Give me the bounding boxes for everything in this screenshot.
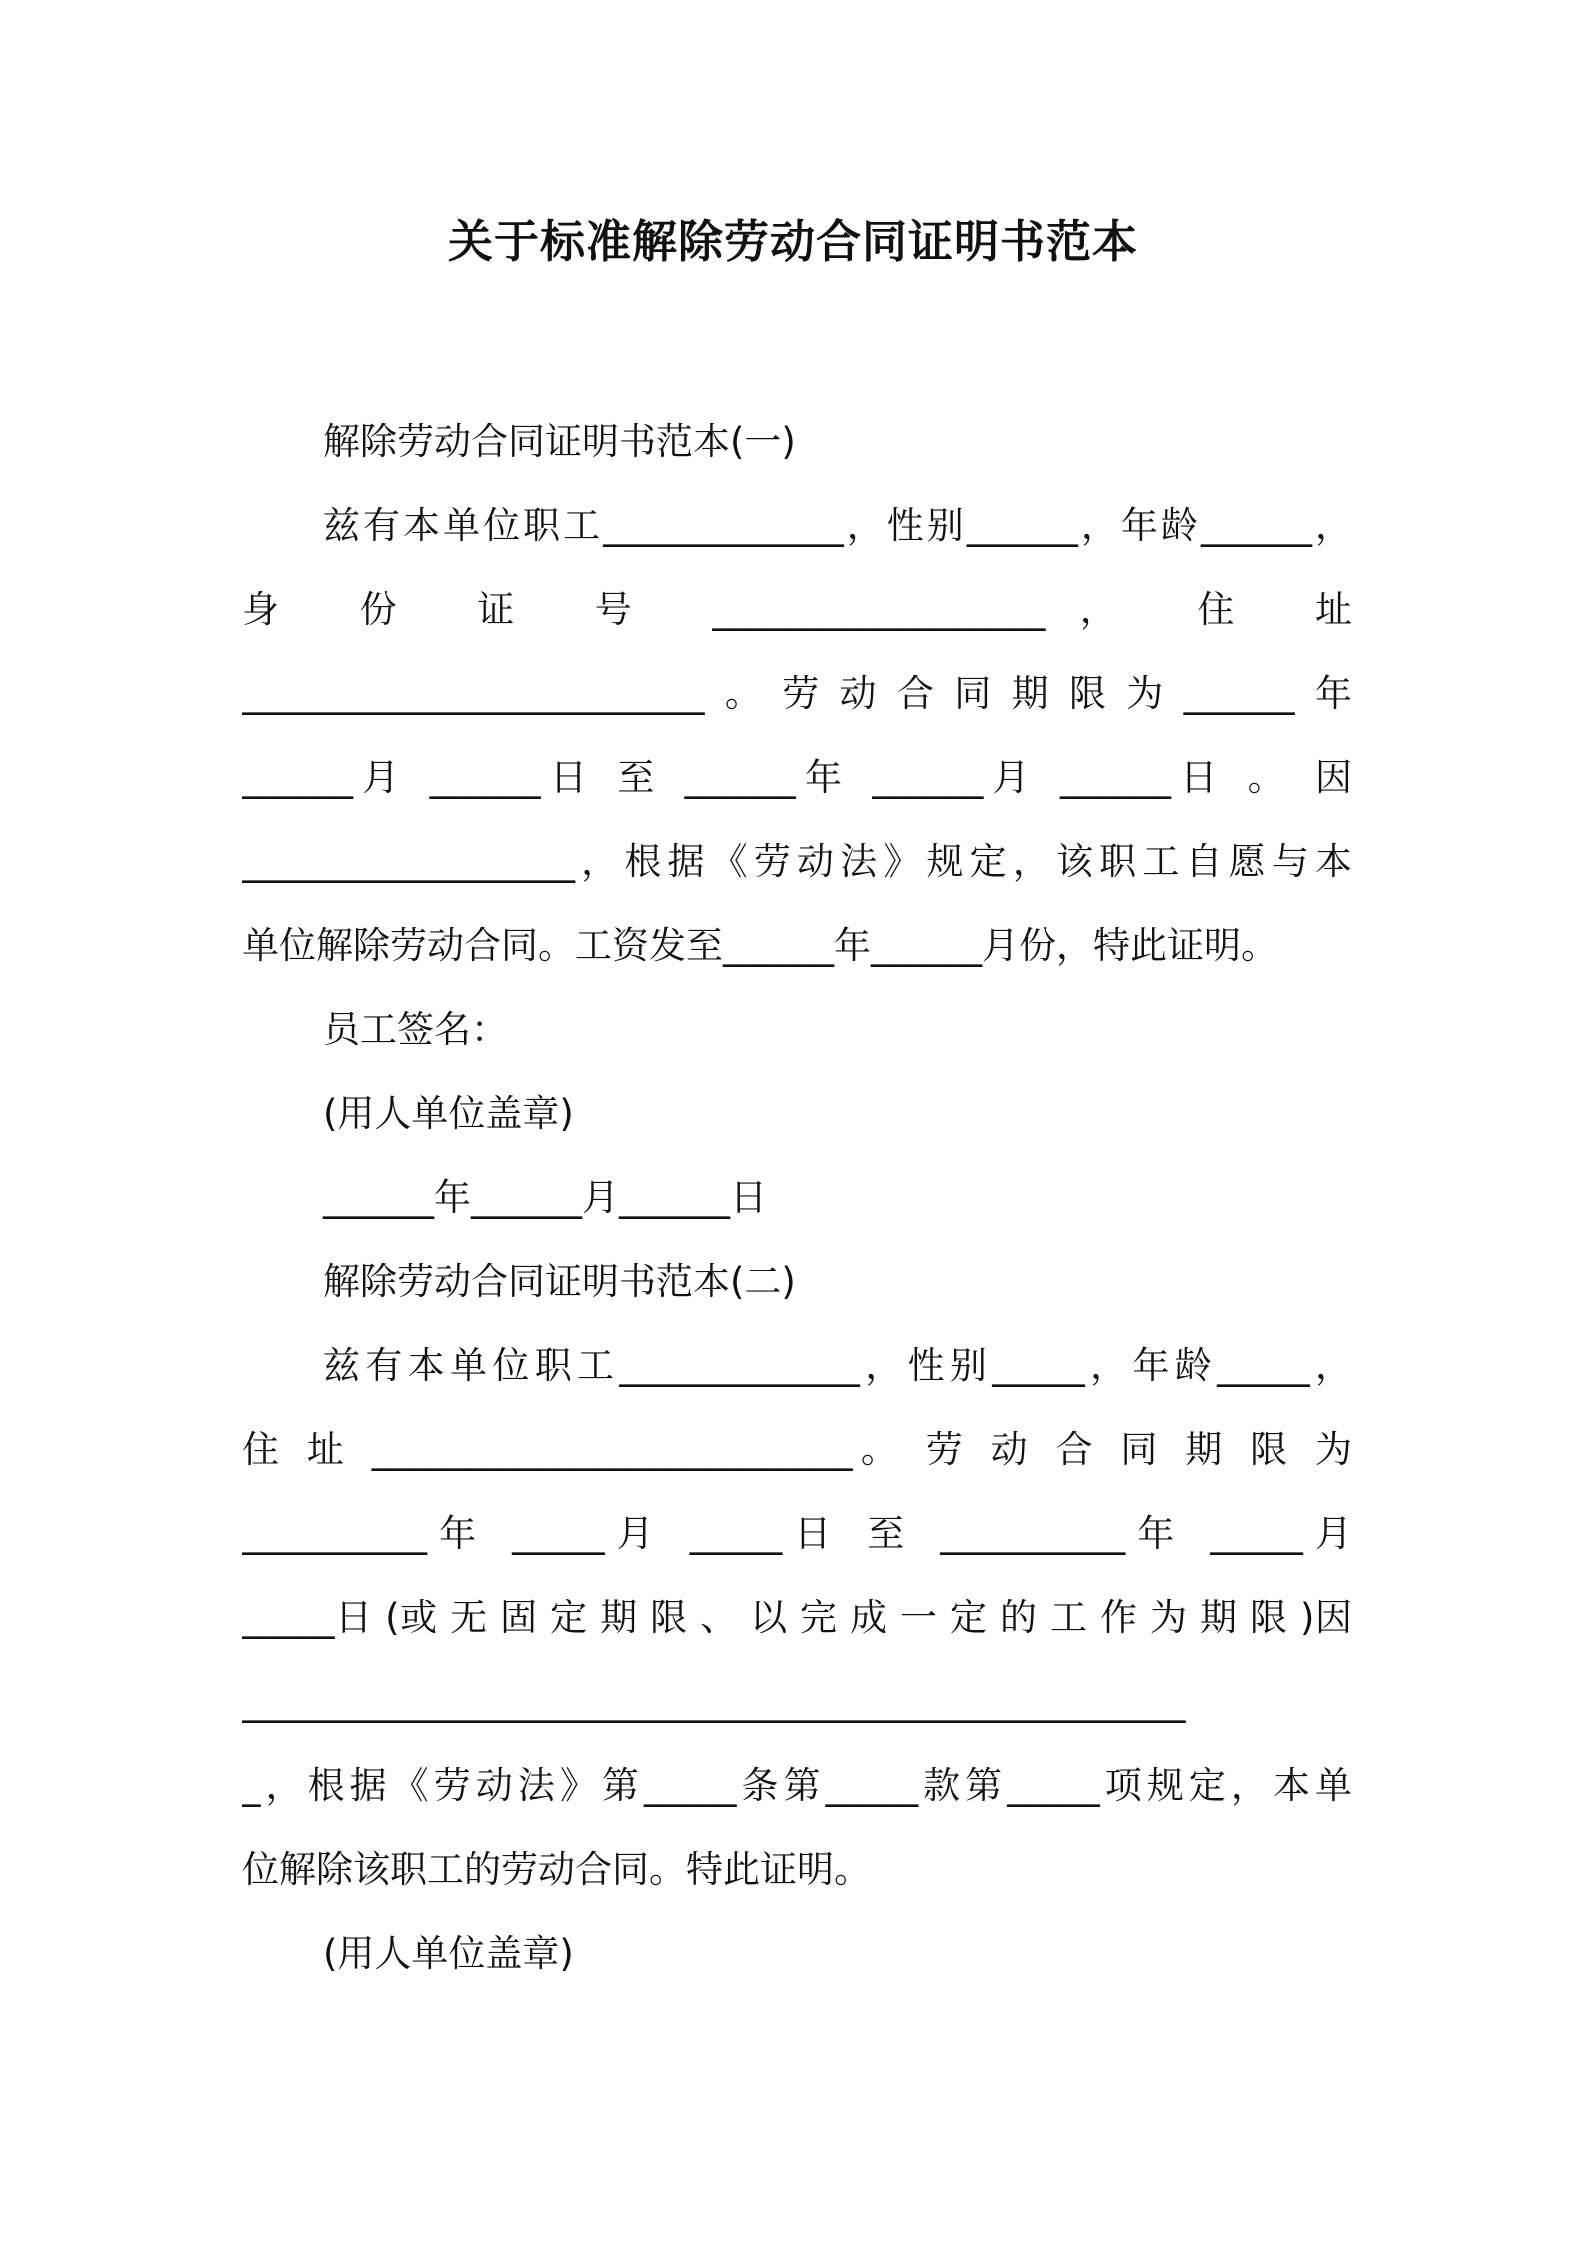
paragraph-line: _____日 (或 无 固 定 期 限 、 以 完 成 一 定 的 工 作 为 期 限 )因	[242, 1596, 1352, 1639]
paragraph-line: 兹有本单位职工_____________，性别_____，年龄_____，	[323, 1344, 1352, 1387]
paragraph-line: 兹有本单位职工_____________，性别______，年龄______，	[323, 504, 1352, 547]
paragraph-line: 位解除该职工的劳动合同。特此证明。	[242, 1848, 871, 1891]
section-heading-two: 解除劳动合同证明书范本(二)	[323, 1260, 796, 1303]
employee-signature-label: 员工签名：	[323, 1008, 508, 1051]
paragraph-line: 住 址 __________________________。 劳 动 合 同 期 限 为	[242, 1428, 1352, 1471]
document-title: 关于标准解除劳动合同证明书范本	[447, 215, 1138, 268]
paragraph-line: 单位解除劳动合同。工资发至______年______月份，特此证明。	[242, 924, 1278, 967]
paragraph-line: ___________________________________________________	[242, 1680, 1186, 1723]
paragraph-line: __________年 _____月 _____日 至 __________年 _____月	[242, 1512, 1352, 1555]
paragraph-line: _________________________。劳动合同期限为______年	[242, 672, 1352, 715]
paragraph-line: _，根据《劳动法》第_____条第_____款第_____项规定，本单	[242, 1764, 1352, 1807]
paragraph-line: 身 份 证 号 __________________， 住 址	[242, 588, 1352, 631]
document-body	[242, 400, 1352, 1996]
section-heading-one: 解除劳动合同证明书范本(一)	[323, 420, 796, 463]
paragraph-line: __________________，根据《劳动法》规定，该职工自愿与本	[242, 840, 1352, 883]
company-seal-label: (用人单位盖章)	[323, 1092, 574, 1135]
company-seal-label: (用人单位盖章)	[323, 1932, 574, 1975]
date-line: ______年______月______日	[323, 1176, 767, 1219]
paragraph-line: ______月 ______日 至 ______年 ______月 ______日 。 因	[242, 756, 1352, 799]
